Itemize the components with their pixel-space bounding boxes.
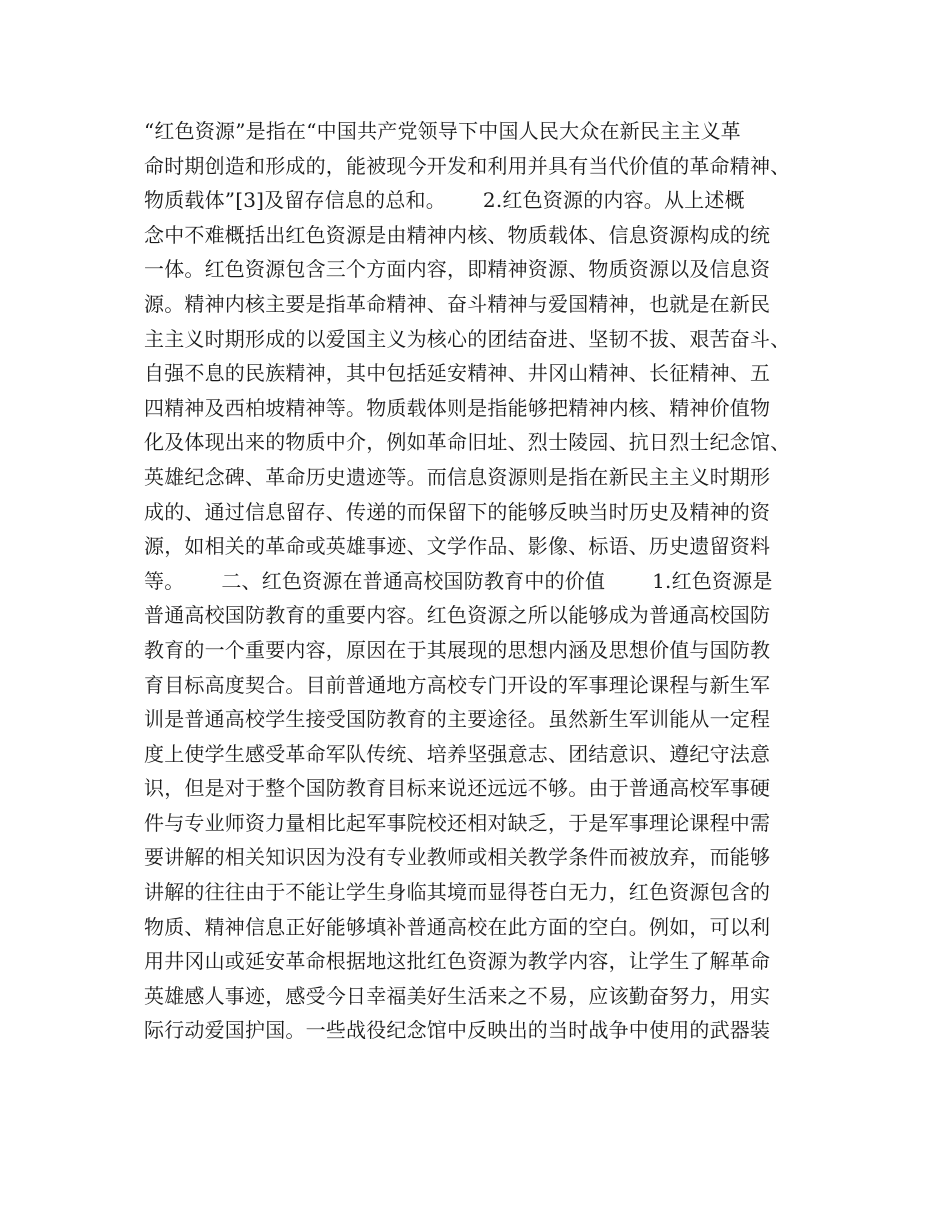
text-line: 育目标高度契合。目前普通地方高校专门开设的军事理论课程与新生军 — [144, 672, 771, 697]
text-line: 际行动爱国护国。一些战役纪念馆中反映出的当时战争中使用的武器装 — [144, 1018, 771, 1043]
text-line: 要讲解的相关知识因为没有专业教师或相关教学条件而被放弃，而能够 — [144, 845, 771, 870]
text-line: 英雄纪念碑、革命历史遗迹等。而信息资源则是指在新民主主义时期形 — [144, 464, 771, 489]
body-text — [144, 114, 824, 1048]
text-line: 成的、通过信息留存、传递的而保留下的能够反映当时历史及精神的资 — [144, 499, 771, 524]
text-line: 识，但是对于整个国防教育目标来说还远远不够。由于普通高校军事硬 — [144, 776, 771, 801]
text-line: 讲解的往往由于不能让学生身临其境而显得苍白无力，红色资源包含的 — [144, 880, 771, 905]
text-line: 一体。红色资源包含三个方面内容，即精神资源、物质资源以及信息资 — [144, 257, 771, 282]
text-line: 普通高校国防教育的重要内容。红色资源之所以能够成为普通高校国防 — [144, 603, 771, 628]
text-line: 物质、精神信息正好能够填补普通高校在此方面的空白。例如，可以利 — [144, 914, 771, 939]
text-line: 用井冈山或延安革命根据地这批红色资源为教学内容，让学生了解革命 — [144, 949, 771, 974]
text-line: 教育的一个重要内容，原因在于其展现的思想内涵及思想价值与国防教 — [144, 637, 771, 662]
text-line: 念中不难概括出红色资源是由精神内核、物质载体、信息资源构成的统 — [144, 222, 771, 247]
text-line: 等。 二、红色资源在普通高校国防教育中的价值 1.红色资源是 — [144, 568, 773, 593]
text-line: “红色资源”是指在“中国共产党领导下中国人民大众在新民主主义革 — [144, 119, 741, 143]
text-line: 件与专业师资力量相比起军事院校还相对缺乏，于是军事理论课程中需 — [144, 810, 771, 835]
text-line: 物质载体”[3]及留存信息的总和。 2.红色资源的内容。从上述概 — [144, 188, 745, 213]
text-line: 化及体现出来的物质中介，例如革命旧址、烈士陵园、抗日烈士纪念馆、 — [144, 430, 791, 455]
text-line: 自强不息的民族精神，其中包括延安精神、井冈山精神、长征精神、五 — [144, 361, 771, 386]
text-line: 源。精神内核主要是指革命精神、奋斗精神与爱国精神，也就是在新民 — [144, 291, 771, 316]
text-line: 度上使学生感受革命军队传统、培养坚强意志、团结意识、遵纪守法意 — [144, 741, 771, 766]
text-line: 源，如相关的革命或英雄事迹、文学作品、影像、标语、历史遗留资料 — [144, 534, 771, 559]
text-line: 主主义时期形成的以爱国主义为核心的团结奋进、坚韧不拔、艰苦奋斗、 — [144, 326, 791, 351]
text-line: 英雄感人事迹，感受今日幸福美好生活来之不易，应该勤奋努力，用实 — [144, 983, 771, 1008]
text-line: 四精神及西柏坡精神等。物质载体则是指能够把精神内核、精神价值物 — [144, 395, 771, 420]
text-line: 命时期创造和形成的，能被现今开发和利用并具有当代价值的革命精神、 — [144, 153, 791, 178]
text-line: 训是普通高校学生接受国防教育的主要途径。虽然新生军训能从一定程 — [144, 707, 771, 732]
